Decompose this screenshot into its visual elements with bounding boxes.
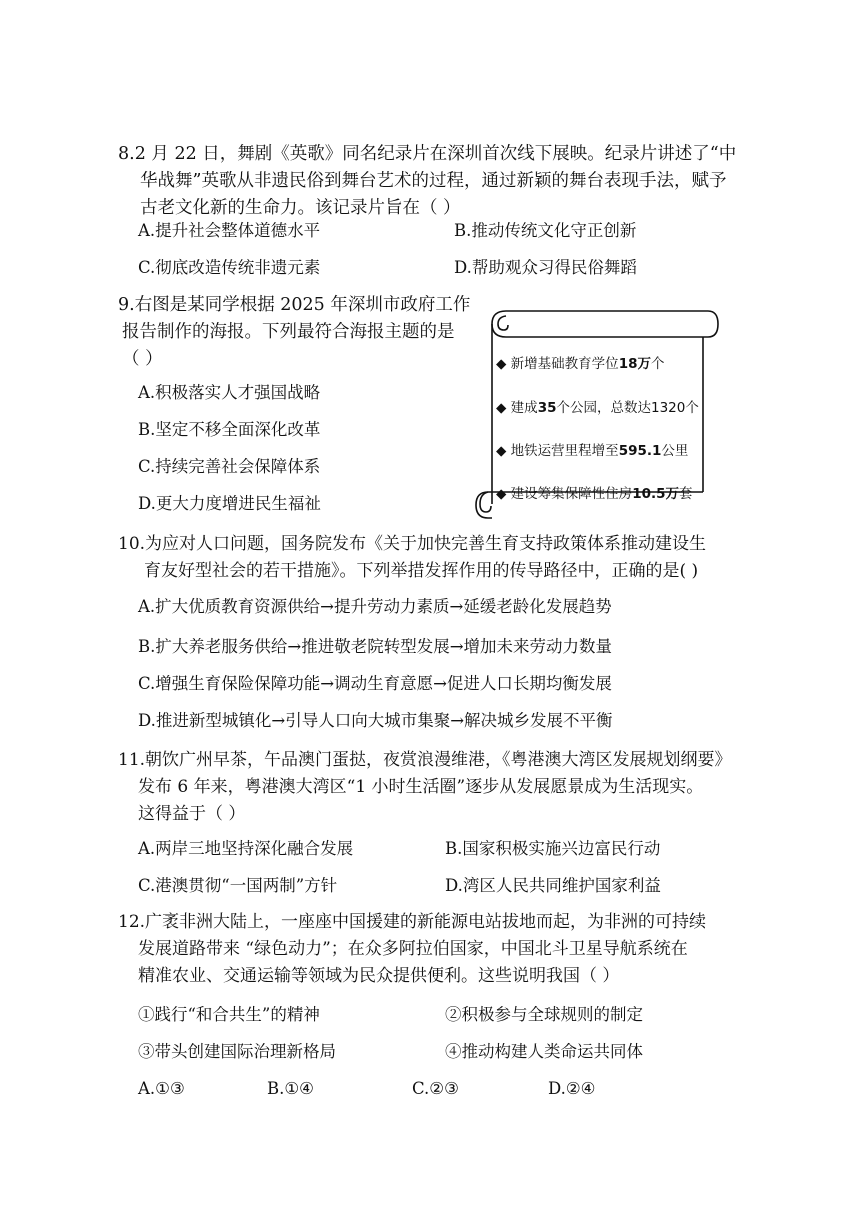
question-11-option-c: C.港澳贯彻“一国两制”方针 <box>138 876 338 895</box>
question-11-line: 发布 6 年来，粤港澳大湾区“1 小时生活圈”逐步从发展愿景成为生活现实。 <box>138 777 704 797</box>
question-9-option-b: B.坚定不移全面深化改革 <box>138 420 321 439</box>
question-11-option-a: A.两岸三地坚持深化融合发展 <box>138 839 354 858</box>
question-12-option-b: B.①④ <box>267 1079 314 1098</box>
question-8-option-b: B.推动传统文化守正创新 <box>454 221 637 240</box>
question-12-line: 精准农业、交通运输等领域为民众提供便利。这些说明我国（ ） <box>138 966 620 986</box>
question-10-line: 育友好型社会的若干措施》。下列举措发挥作用的传导路径中，正确的是( ) <box>144 561 699 581</box>
poster-item-4: ◆ 建设筹集保障性住房10.5万套 <box>496 486 693 502</box>
question-12-statement-1: ①践行“和合共生”的精神 <box>138 1005 320 1024</box>
question-9-option-c: C.持续完善社会保障体系 <box>138 457 321 476</box>
question-8-line: 8.2 月 22 日，舞剧《英歌》同名纪录片在深圳首次线下展映。纪录片讲述了“中 <box>118 144 737 164</box>
question-12-line: 发展道路带来 “绿色动力”；在众多阿拉伯国家，中国北斗卫星导航系统在 <box>138 939 688 959</box>
question-10-line: 10.为应对人口问题，国务院发布《关于加快完善生育支持政策体系推动建设生 <box>118 534 707 554</box>
question-9-line: 报告制作的海报。下列最符合海报主题的是 <box>122 322 455 342</box>
question-9-line: （ ） <box>122 349 163 369</box>
question-11-stem <box>118 747 732 828</box>
question-8-option-d: D.帮助观众习得民俗舞蹈 <box>454 258 637 277</box>
question-12-line: 12.广袤非洲大陆上，一座座中国援建的新能源电站拔地而起，为非洲的可持续 <box>118 912 707 932</box>
question-10-option-d: D.推进新型城镇化→引导人口向大城市集聚→解决城乡发展不平衡 <box>138 711 613 730</box>
question-12-statement-2: ②积极参与全球规则的制定 <box>445 1005 643 1024</box>
question-10-option-a: A.扩大优质教育资源供给→提升劳动力素质→延缓老龄化发展趋势 <box>138 597 612 616</box>
poster-item-1: ◆ 新增基础教育学位18万个 <box>496 356 665 372</box>
question-12-option-c: C.②③ <box>412 1079 459 1098</box>
question-8-option-c: C.彻底改造传统非遗元素 <box>138 258 321 277</box>
question-12-statement-3: ③带头创建国际治理新格局 <box>138 1042 336 1061</box>
poster-item-2: ◆ 建成35个公园，总数达1320个 <box>496 400 699 416</box>
question-11-line: 11.朝饮广州早茶，午品澳门蛋挞，夜赏浪漫维港，《粤港澳大湾区发展规划纲要》 <box>118 750 732 770</box>
question-12-statement-4: ④推动构建人类命运共同体 <box>445 1042 643 1061</box>
question-11-option-b: B.国家积极实施兴边富民行动 <box>445 839 661 858</box>
poster-scroll <box>470 308 720 526</box>
question-10-option-b: B.扩大养老服务供给→推进敬老院转型发展→增加未来劳动力数量 <box>138 637 613 656</box>
poster-item-3: ◆ 地铁运营里程增至595.1公里 <box>496 443 689 459</box>
question-9-line: 9.右图是某同学根据 2025 年深圳市政府工作 <box>118 295 471 315</box>
question-8-line: 古老文化新的生命力。该记录片旨在（ ） <box>140 198 461 218</box>
question-8-option-a: A.提升社会整体道德水平 <box>138 221 321 240</box>
question-10-option-c: C.增强生育保险保障功能→调动生育意愿→促进人口长期均衡发展 <box>138 674 612 693</box>
question-11-option-d: D.湾区人民共同维护国家利益 <box>445 876 661 895</box>
question-12-option-a: A.①③ <box>138 1079 185 1098</box>
question-9-stem <box>118 292 470 373</box>
question-11-line: 这得益于（ ） <box>138 804 246 824</box>
question-12-stem <box>118 909 706 990</box>
question-10-stem <box>118 531 706 585</box>
question-8-line: 华战舞”英歌从非遗民俗到舞台艺术的过程，通过新颖的舞台表现手法，赋予 <box>140 171 727 191</box>
question-12-option-d: D.②④ <box>548 1079 596 1098</box>
question-9-option-a: A.积极落实人才强国战略 <box>138 383 321 402</box>
question-8-stem <box>118 141 736 222</box>
question-9-option-d: D.更大力度增进民生福祉 <box>138 494 321 513</box>
